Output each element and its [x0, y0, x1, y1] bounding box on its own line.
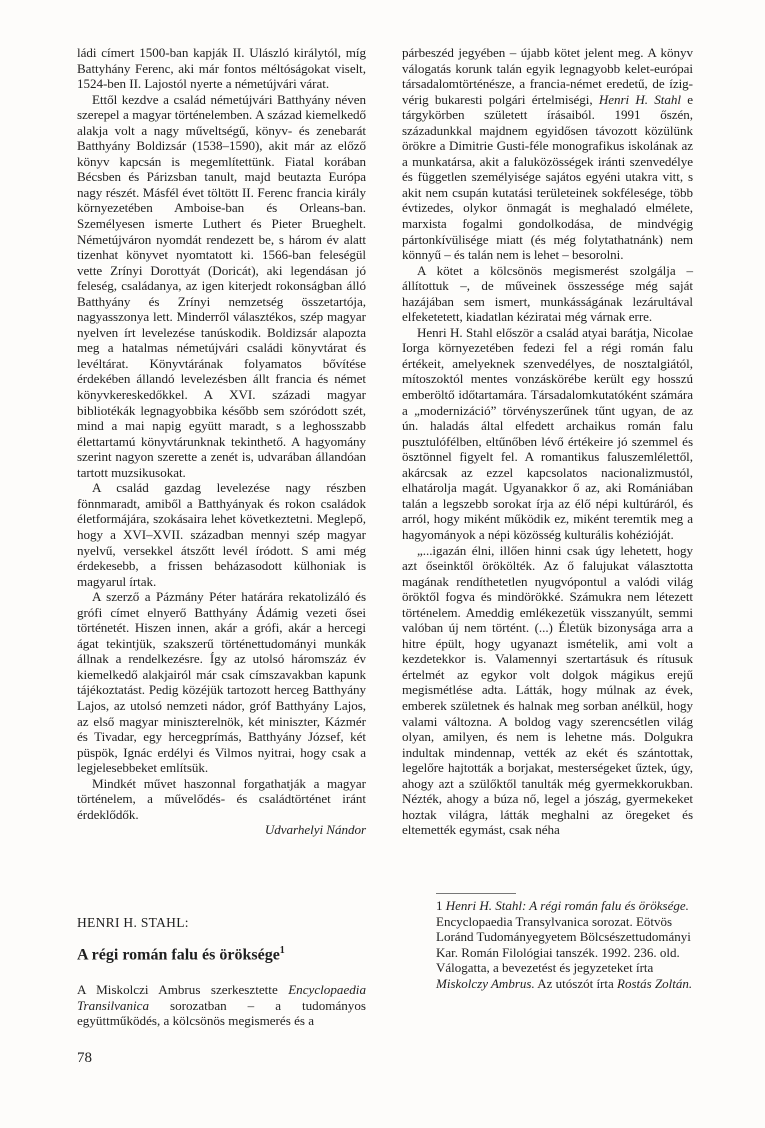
author-name: Henri H. Stahl: [598, 91, 681, 107]
footnote-ref: 1: [279, 945, 285, 956]
footnote-text: Az utószót írta: [534, 975, 618, 991]
intro-text: A Miskolczi Ambrus szerkesztette: [77, 982, 289, 997]
review-signature: Udvarhelyi Nándor: [264, 822, 366, 838]
intro-text: sorozatban – a tudományos együttműködés, a kölcsönös megismerés és a: [77, 997, 366, 1029]
footnote-divider: [436, 893, 516, 894]
paragraph: A család gazdag levelezése nagy részben fönnmaradt, amiből a Batthyányak és rokon családok életformájára, szokásaira lehet következtetni. Meglepő, hogy a XVI–XVII. században mennyi szép magyar nyelvű, versekkel átszőtt levél íródott. S ami még érdekesebb, a frissen beházasodott külhoniak is magyarul írtak.: [77, 480, 366, 589]
footnote-text: Encyclopaedia Transylvanica sorozat. Eötvös Loránd Tudományegyetem Bölcsészettudományi Kar. Román Filológiai tanszék. 1992. 236. old. Válogatta, a bevezetést és jegyzeteket írta: [436, 913, 691, 975]
article-title: [77, 945, 285, 964]
paragraph: Ettől kezdve a család németújvári Batthyány néven szerepel a magyar történelemben. A század kiemelkedő alakja volt a nagy műveltségű, könyv- és zenebarát Batthyány Boldizsár (1538–1590), akit már az előző könyv kapcsán is megemlítettünk. Fiatal korában Bécsben és Párizsban tanult, majd beutazta Európa nagy részét. Másfél évet töltött II. Ferenc francia király környezetében Amboise-ban és Orleans-ban. Személyesen ismerte Luthert és Pieter Brueghelt. Németújváron nyomdát rendezett be, s három év alatt tizenhat könyvet nyomtatott ki. 1566-ban feleségül vette Zrínyi Dorottyát (Doricát), aki legendásan jó feleség, családanya, az igen kiterjedt rokonságban álló Batthyány és Zrínyi nemzetség összetartója, nagyasszonya lett. Minderről választékos, szép magyar nyelven írt levelezése tanúskodik. Boldizsár alapozta meg a hatalmas németújvári családi könyvtárat és levéltárat. Könyvtárának folyamatos bővítése érdekében állandó levelezésben állt francia és német könyvkereskedőkkel. A XVI. századi magyar bibliotékák legnagyobbika később sem szóródott szét, mind a mai napig együtt maradt, s a leghosszabb élettartamú könyvtárunknak tekinthető. A hagyomány szerint nagyon szerette a zenét is, udvarában állandóan tartott muzsikusokat.: [77, 91, 366, 480]
article-intro: [77, 982, 366, 1029]
quote-paragraph: „...igazán élni, illően hinni csak úgy lehetett, hogy azt őseinktől örökölték. Az ő falujukat választotta magának rendíthetetlen nyugvópontul a valódi világ öröktől fogva és mindörökké. Számukra nem létezett történelem. Ameddig emlékezetük visszanyúlt, semmi valóban új nem történt. (...) Életük bizonyságа arra a hitre épült, hogy ugyanazt ismételik, ami volt a kezdetekkor is. Valamennyi szertartásuk és rítusuk értelmét az egykor volt dolgok mágikus erejű megismétlése adta. Látták, hogy múlnak az évek, emberek születnek és halnak meg sorban anélkül, hogy valami változna. A boldog vagy szerencsétlen világ olyan, amilyen, és nem is lehetne más. Dolgukra indultak mindennap, vették az ekét és szántottak, legelőre hajtották a borjakat, mesterségeket űztek, úgy, ahogy azt a szülőktől tanulták még gyermekkorukban. Nézték, ahogy a búza nő, legel a jószág, gyermekeket hoztak világra, látták meghalni az öregeket és eltemették egymást, csak néha: [402, 542, 693, 838]
paragraph: Henri H. Stahl először a család atyai barátja, Nicolae Iorga környezetében fedezi fel a régi román falu értékeit, amelyeknek szenvedélyes, de nosztalgiától, mítoszoktól mentes vonzáskörébe került egy hosszú emberöltő időtartamára. Társadalomkutatóként számára a „modernizáció” törvényszerűnek tűnt ugyan, de az ún. haladás által elfedett archaikus román falu pusztulófélben, eltűnőben lévő értékeire jó szemmel és ösztönnel figyelt fel. A romantikus faluszemlélettől, akárcsak az ezzel kapcsolatos nacionalizmustól, elhatárolja magát. Ugyanakkor ő az, aki Romániában talán a legszebb sorokat írja az élő népi kultúráról, és arról, hogy miként működik ez, miként teremtik meg a hagyományok a népi közösség kulturális kohézióját.: [402, 324, 693, 542]
paragraph-text: e tárgykörben született írásaiból. 1991 őszén, századunkkal majdnem egyidősen távozott közülünk örökre a Dimitrie Gusti-féle monografikus iskolának az a munkatársa, akit a faluközösségek iránti szenvedélye és független személyisége sajátos egyéni utakra vitt, s akit nem csupán kutatási területeinek sokfélesége, több évtizedes, olykor önmagát is meghaladó elmélete, marxista fogalmi gondolkodása, de mindvégig pártonkívülisége miatt (és még folytathatnánk) nem könnyű – és talán nem is lehet – besorolni.: [402, 91, 693, 263]
paragraph: A kötet a kölcsönös megismerést szolgálja – állítottuk –, de műveinek összessége még saját hazájában sem ismert, munkásságának lezárultával elfeketetett, kiadatlan kéziratai még várnak erre.: [402, 262, 693, 325]
paragraph: ládi címert 1500-ban kapják II. Ulászló királytól, míg Battyhány Ferenc, aki már fontos méltóságokat viselt, 1524-ben II. Lajostól nyerte a németújvári várat.: [77, 45, 366, 92]
paragraph: [402, 45, 693, 263]
left-column: [77, 45, 366, 838]
footnote: [436, 898, 693, 991]
footnote-book-title: Henri H. Stahl: A régi román falu és öröksége.: [445, 898, 689, 913]
paragraph: Mindkét művet haszonnal forgathatják a magyar történelem, a művelődés- és családtörténet iránt érdeklődők.: [77, 775, 366, 822]
paragraph: A szerző a Pázmány Péter határára rekatolizáló és grófi címet elnyerő Batthyány Ádámig vezeti ősei történetét. Hiszen innen, akár a grófi, akár a hercegi ágat tekintjük, szakszerű történettudományi munkák állnak a rendelkezésre. Így az utolsó háromszáz év kiemelkedő alakjairól már csak címszavakban kapunk tájékoztatást. Pedig közéjük tartozott herceg Batthyány Lajos, az utolsó nemzeti nádor, gróf Batthyány Lajos, az első magyar miniszterelnök, két miniszter, Kázmér és Tivadar, egy hercegprímás, Batthyány József, két püspök, Ignác erdélyi és Vilmos nyitrai, hogy csak a legjelesebbeket említsük.: [77, 589, 366, 776]
paragraph-text: párbeszéd jegyében – újabb kötet jelent meg. A könyv válogatás korunk talán egyik legnagyobb kelet-európai társadalomtörténésze, a francia-német eredetű, de ízig-vérig bukaresti polgári értelmiségi,: [402, 45, 693, 107]
footnote-number: 1: [436, 898, 443, 913]
article-author: HENRI H. STAHL:: [77, 915, 189, 930]
right-column: [402, 45, 693, 838]
footnote-editor: Miskolczy Ambrus.: [436, 975, 535, 991]
article-title-text: A régi román falu és öröksége: [77, 946, 280, 964]
footnote-afterword-author: Rostás Zoltán.: [617, 975, 693, 991]
page-number: 78: [77, 1050, 92, 1066]
intro-series-name: Encyclopaedia Transilvanica: [77, 982, 366, 1013]
